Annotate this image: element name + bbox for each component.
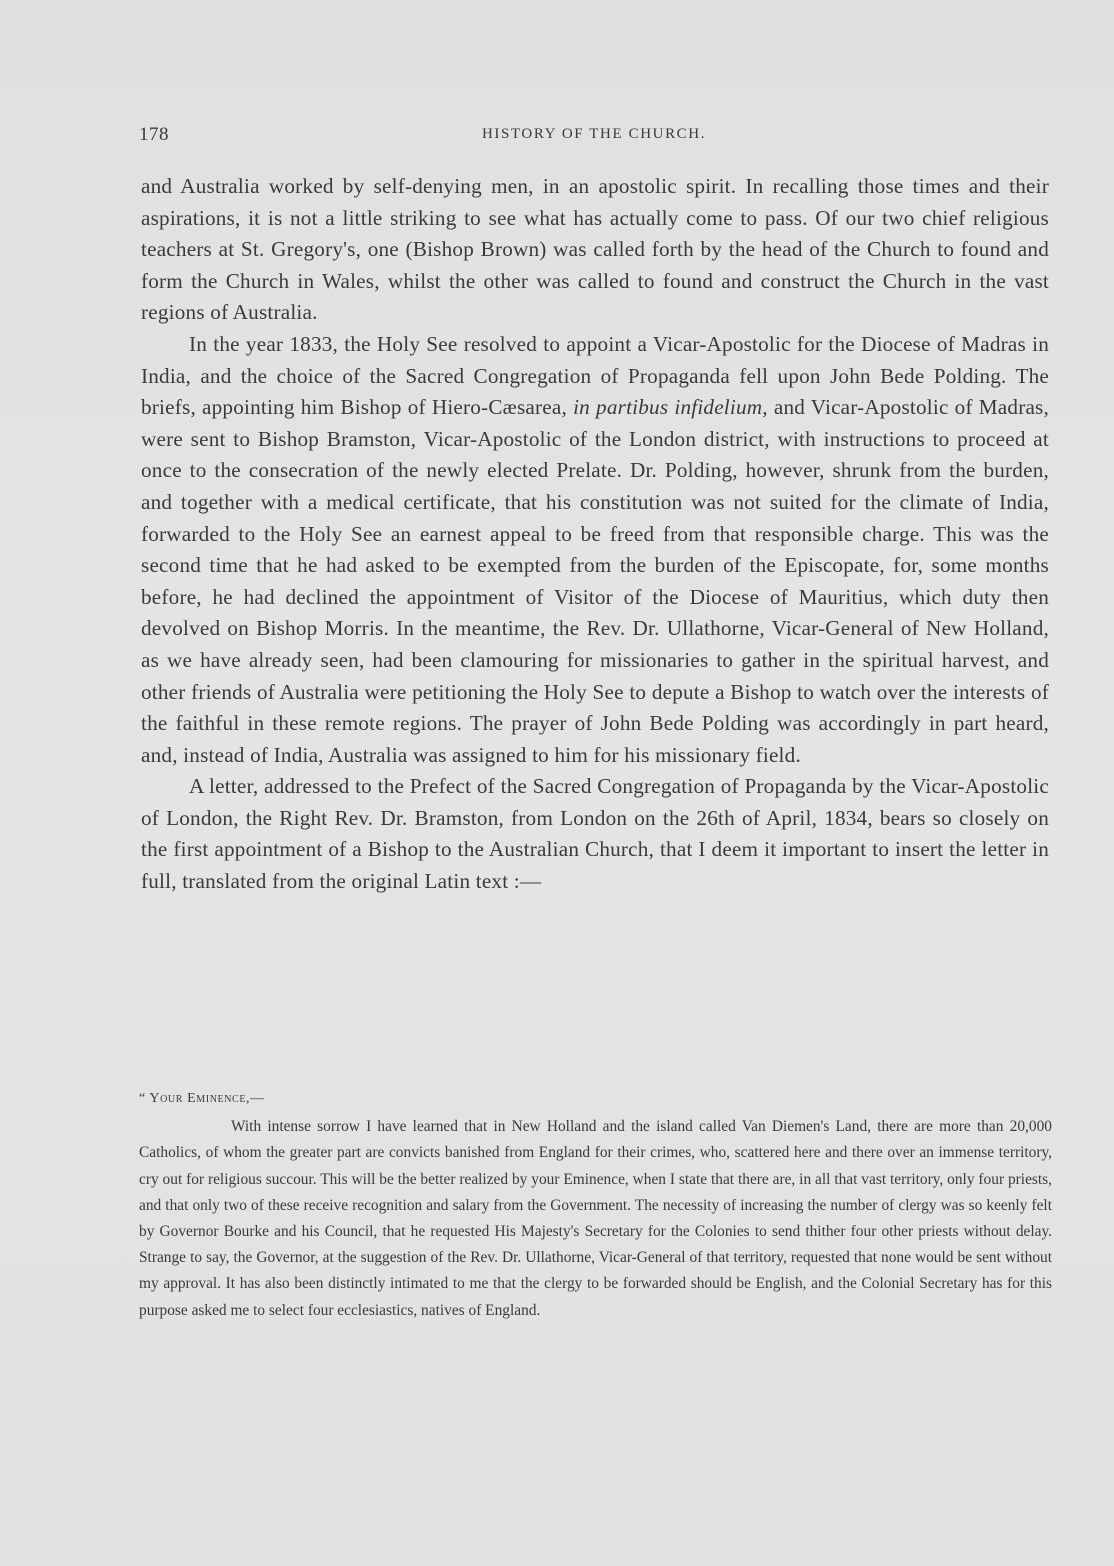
latin-phrase: in partibus infidelium, xyxy=(573,395,768,420)
running-title: HISTORY OF THE CHURCH. xyxy=(481,126,707,142)
letter-body: With intense sorrow I have learned that in New Holland and the island called Van Diemen's Land, there are more than 20,000 Catholics, of whom the greater part are convicts banished from England for their crimes, who, scattered here and there over an immense territory, cry out for religious succour. This will be the better realized by your Eminence, when I state that there are, in all that vast territory, only four priests, and that only two of these receive recognition and salary from the Government. The necessity of increasing the number of clergy was so keenly felt by Governor Bourke and his Council, that he requested His Majesty's Secretary for the Colonies to send thither four other priests without delay. Strange to say, the Governor, at the suggestion of the Rev. Dr. Ullathorne, Vicar-General of that territory, requested that none would be sent without my approval. It has also been distinctly intimated to me that the clergy to be forwarded should be English, and the Colonial Secretary has for this purpose asked me to select four ecclesiastics, natives of England. xyxy=(139,1118,1052,1319)
paragraph-2-text-b: and Vicar-Apostolic of Madras, were sent to Bishop Bramston, Vicar-Apostolic of the London district, with instructions to proceed at once to the consecration of the newly elected Prelate. Dr. Polding, however, shrunk from the burden, and together with a medical certificate, that his constitution was not suited for the climate of India, forwarded to the Holy See an earnest appeal to be freed from that responsible charge. This was the second time that he had asked to be exempted from the burden of the Episcopate, for, some months before, he had declined the appointment of Visitor of the Diocese of Mauritius, which duty then devolved on Bishop Morris. In the meantime, the Rev. Dr. Ullathorne, Vicar-General of New Holland, as we have already seen, had been clamouring for missionaries to gather in the spiritual harvest, and other friends of Australia were petitioning the Holy See to depute a Bishop to watch over the interests of the faithful in these remote regions. The prayer of John Bede Polding was accordingly in part heard, and, instead of India, Australia was assigned to him for his missionary field. xyxy=(141,395,1049,767)
letter-salutation: “ Your Eminence,— xyxy=(139,1091,265,1106)
quoted-letter xyxy=(139,1086,1052,1324)
paragraph-2 xyxy=(141,329,1049,771)
page-number: 178 xyxy=(139,124,169,145)
paragraph-3: A letter, addressed to the Prefect of the Sacred Congregation of Propaganda by the Vicar-Apostolic of London, the Right Rev. Dr. Bramston, from London on the 26th of April, 1834, bears so closely on the first appointment of a Bishop to the Australian Church, that I deem it important to insert the letter in full, translated from the original Latin text :— xyxy=(141,774,1049,894)
paragraph-1: and Australia worked by self-denying men, in an apostolic spirit. In recalling those times and their aspirations, it is not a little striking to see what has actually come to pass. Of our two chief religious teachers at St. Gregory's, one (Bishop Brown) was called forth by the head of the Church to found and form the Church in Wales, whilst the other was called to found and construct the Church in the vast regions of Australia. xyxy=(141,174,1049,325)
main-text xyxy=(141,171,1049,898)
running-head xyxy=(139,124,1049,150)
paragraph-2-text-a: In the year 1833, the Holy See resolved to appoint a Vicar-Apostolic for the Diocese of Madras in India, and the choice of the Sacred Congregation of Propaganda fell upon John Bede Polding. The briefs, appointing him Bishop of Hiero-Cæsarea, xyxy=(141,331,1049,420)
